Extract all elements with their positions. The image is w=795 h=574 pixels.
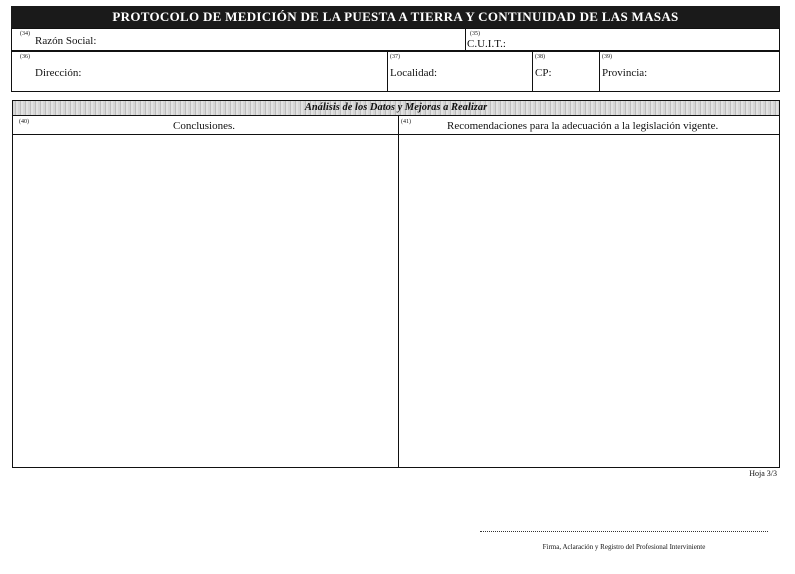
cp-label: CP: [535,67,552,79]
signature-caption: Firma, Aclaración y Registro del Profesional Interviniente [542,543,706,551]
field-number: (34) [20,31,30,37]
field-number: (41) [401,119,411,125]
signature-line [480,531,768,532]
razon-social-label: Razón Social: [35,35,97,47]
field-number: (36) [20,54,30,60]
divider [387,51,388,91]
recomendaciones-field[interactable] [399,135,779,467]
direccion-label: Dirección: [35,67,82,79]
address-row [11,50,780,92]
field-number: (37) [390,54,400,60]
analysis-section [12,100,780,468]
company-info-row [11,28,780,52]
analysis-header: Análisis de los Datos y Mejoras a Realizar [13,101,779,116]
divider [465,29,466,51]
divider [599,51,600,91]
field-number: (35) [470,31,480,37]
cuit-label: C.U.I.T.: [467,38,506,50]
field-number: (38) [535,54,545,60]
page-title: PROTOCOLO DE MEDICIÓN DE LA PUESTA A TIERRA Y CONTINUIDAD DE LAS MASAS [11,6,780,28]
divider [532,51,533,91]
recomendaciones-title: Recomendaciones para la adecuación a la legislación vigente. [447,120,719,132]
localidad-label: Localidad: [390,67,438,79]
conclusiones-title: Conclusiones. [173,120,236,132]
provincia-label: Provincia: [602,67,648,79]
field-number: (40) [19,119,29,125]
conclusiones-field[interactable] [13,135,398,467]
field-number: (39) [602,54,612,60]
page-number: Hoja 3/3 [749,469,777,478]
